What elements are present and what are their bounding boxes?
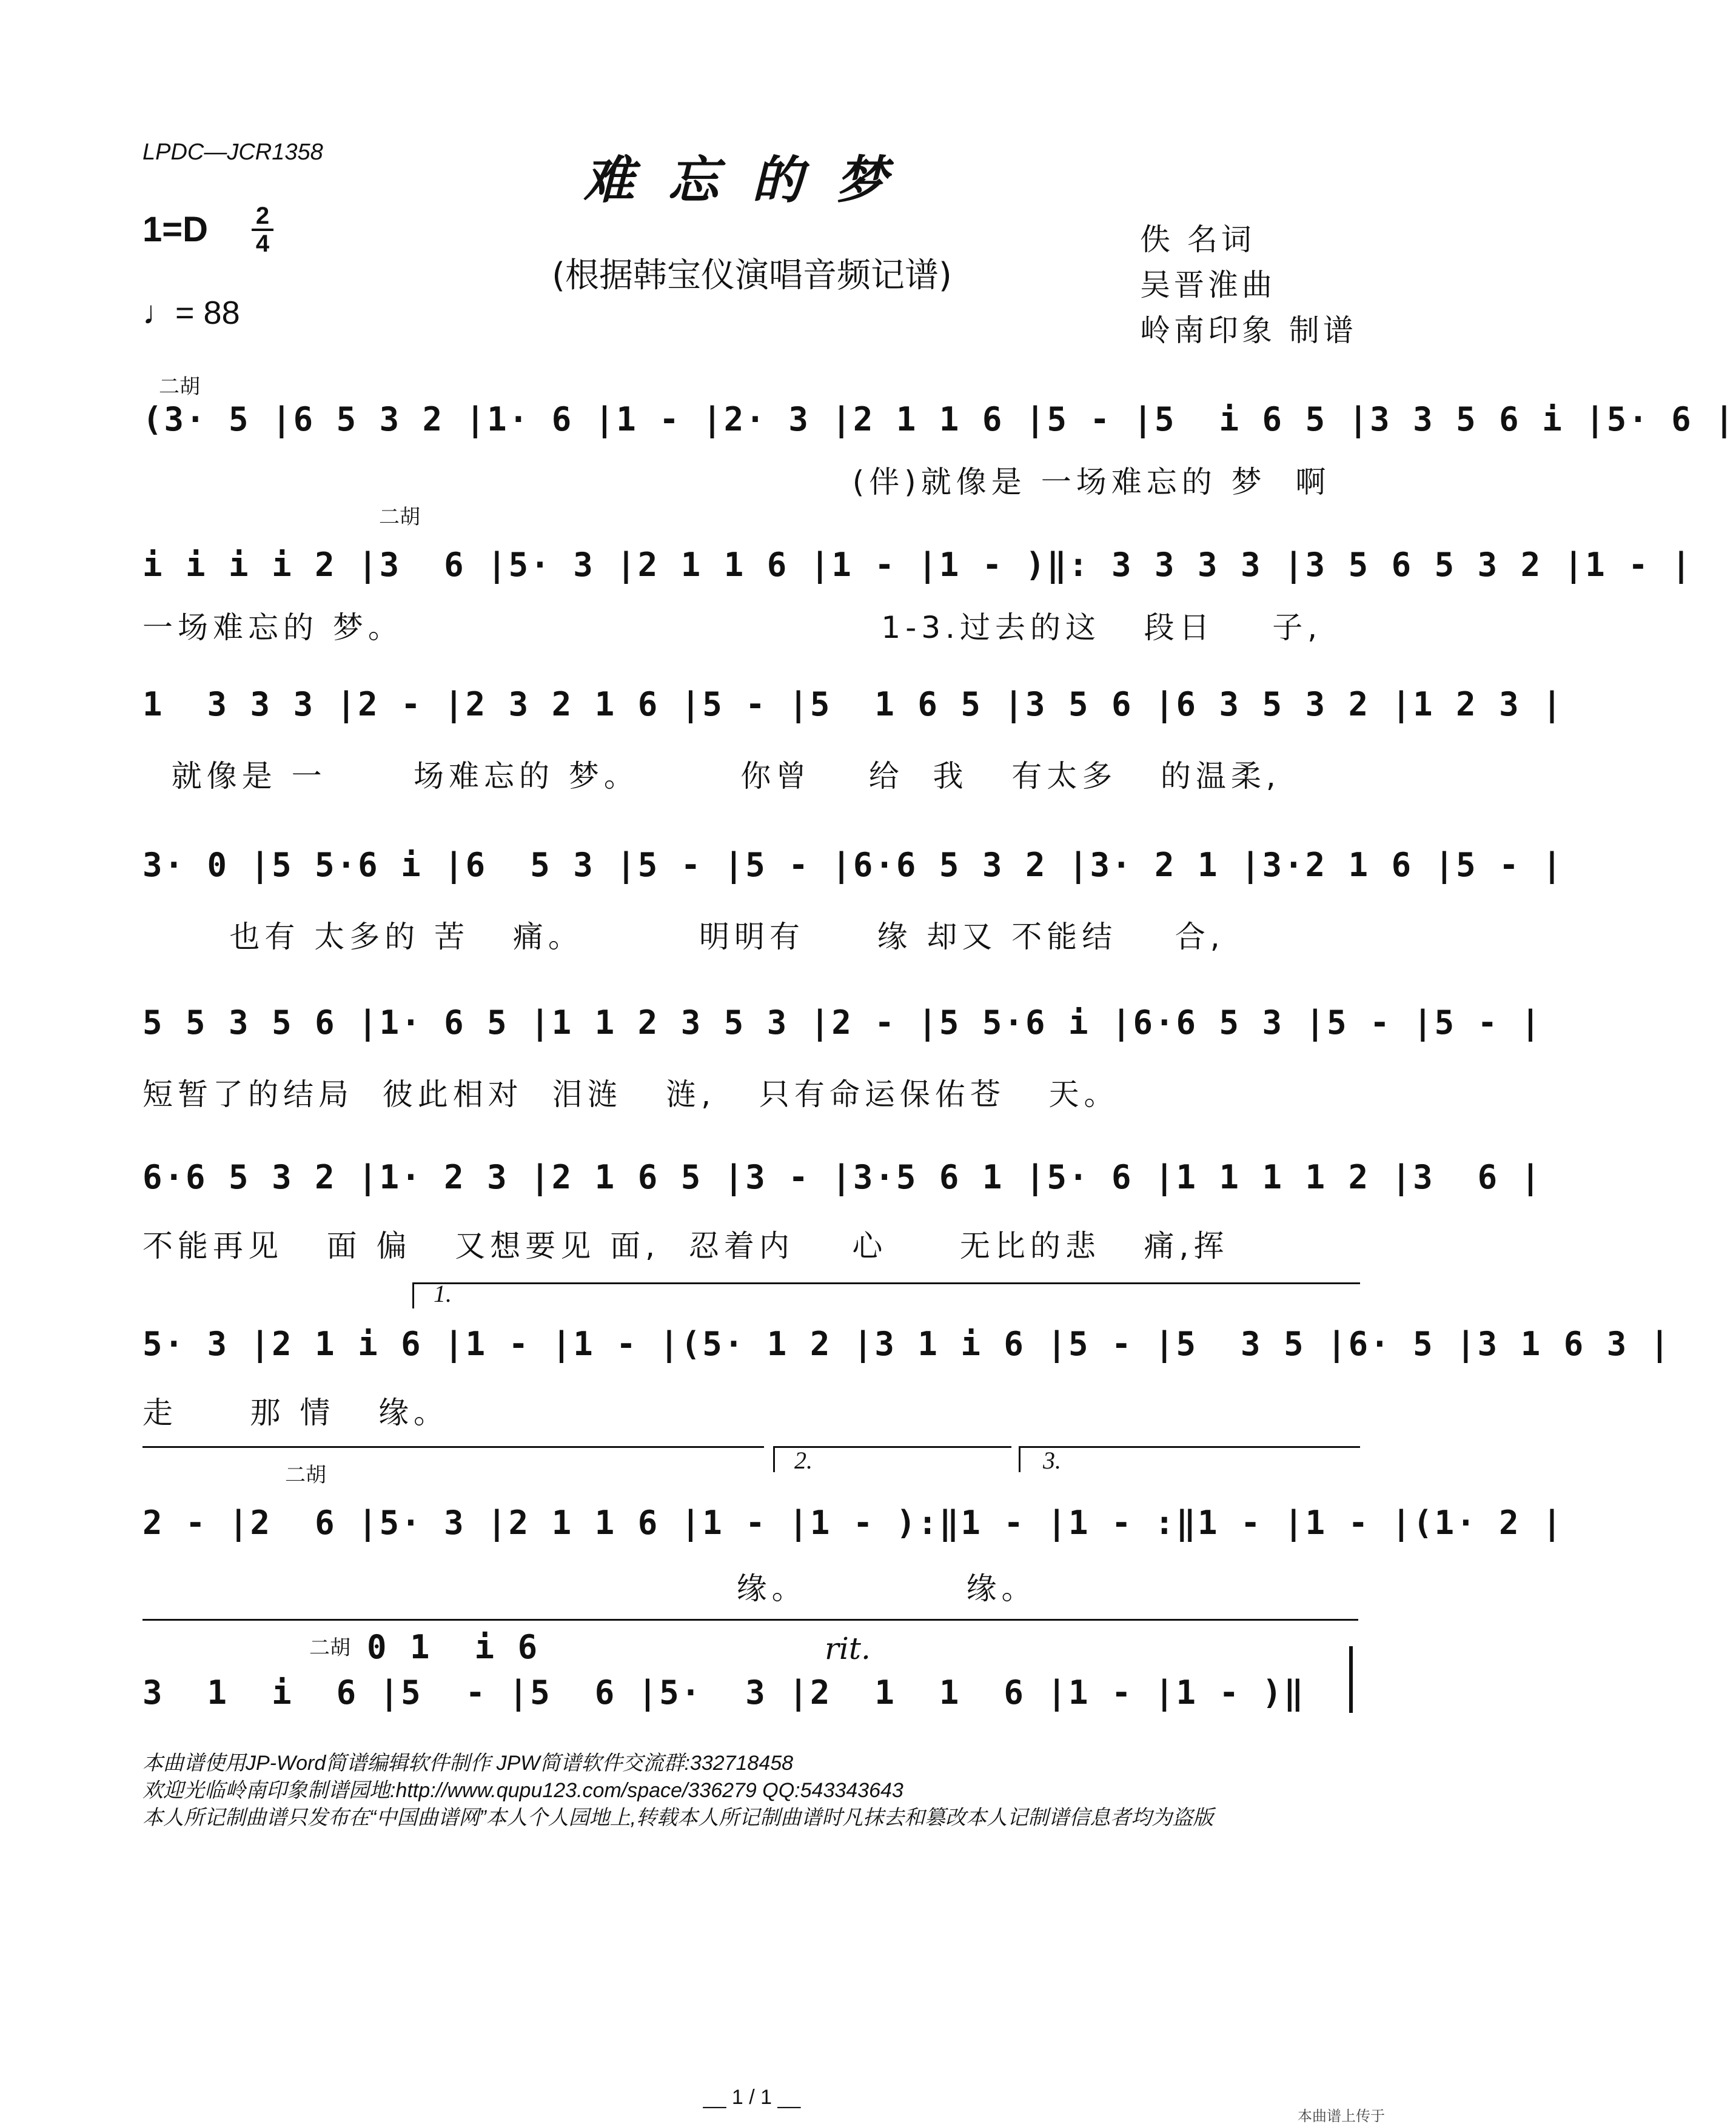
erhu-marking: 二胡 [285, 1463, 326, 1487]
page-number: __ 1 / 1 __ [703, 2086, 801, 2109]
key-signature: 1=D [142, 210, 209, 249]
erhu-marking: 二胡 [159, 375, 200, 399]
notation-line: 6·6 5 3 2 |1· 2 3 |2 1 6 5 |3 - |3·5 6 1 |5· 6 |1 1 1 1 2 |3 6 | [142, 1158, 1543, 1196]
lyrics-line: 缘。 缘。 [142, 1571, 1037, 1606]
notation-line: i i i i 2 |3 6 |5· 3 |2 1 1 6 |1 - |1 - )‖: 3 3 3 3 |3 5 6 5 3 2 |1 - | [142, 546, 1693, 584]
time-signature-top: 2 [255, 203, 270, 229]
lyrics-line: 走 那 情 缘。 [142, 1395, 449, 1430]
lyrics-line: (伴)就像是 一场难忘的 梦 啊 [142, 464, 1331, 500]
notation-line: 5 5 3 5 6 |1· 6 5 |1 1 2 3 5 3 |2 - |5 5·6 i |6·6 5 3 |5 - |5 - | [142, 1003, 1543, 1042]
notation-line: (3· 5 |6 5 3 2 |1· 6 |1 - |2· 3 |2 1 1 6 |5 - |5 i 6 5 |3 3 5 6 i |5· 6 | [142, 400, 1736, 438]
third-ending-number: 3. [1043, 1447, 1061, 1474]
subtitle: (根据韩宝仪演唱音频记谱) [552, 256, 952, 295]
first-ending-bracket [412, 1282, 1360, 1308]
transcriber-credit: 岭南印象 制谱 [1140, 313, 1357, 348]
erhu-marking: 二胡 [379, 505, 420, 529]
footer-copyright-note: 本人所记制曲谱只发布在“中国曲谱网”本人个人园地上,转载本人所记制曲谱时凡抹去和篡改本人记制谱信息者均为盗版 [142, 1806, 1214, 1829]
lyrics-line: 短暂了的结局 彼此相对 泪涟 涟, 只有命运保佑苍 天。 [142, 1077, 1119, 1112]
notation-line: 2 - |2 6 |5· 3 |2 1 1 6 |1 - |1 - ):‖1 - |1 - :‖1 - |1 - |(1· 2 | [142, 1504, 1564, 1542]
second-ending-number: 2. [794, 1447, 813, 1474]
composer-credit: 吴晋淮曲 [1140, 267, 1276, 303]
third-ending-bracket-continuation [142, 1619, 1358, 1621]
score-code: LPDC—JCR1358 [142, 139, 323, 165]
erhu-marking: 二胡 [309, 1636, 350, 1660]
footer-website-note: 欢迎光临岭南印象制谱园地:http://www.qupu123.com/space/336279 QQ:543343643 [142, 1779, 903, 1802]
lyrics-line: 一场难忘的 梦。 1-3.过去的这 段日 子, [142, 610, 1322, 645]
notation-line: 3 1 i 6 |5 - |5 6 |5· 3 |2 1 1 6 |1 - |1 - )‖ [142, 1673, 1305, 1712]
tempo-marking: ♩= 88 [142, 295, 240, 331]
notation-line: 5· 3 |2 1 i 6 |1 - |1 - |(5· 1 2 |3 1 i 6 |5 - |5 3 5 |6· 5 |3 1 6 3 | [142, 1325, 1672, 1363]
third-ending-bracket [1019, 1446, 1360, 1472]
lyrics-line: 就像是 一 场难忘的 梦。 你曾 给 我 有太多 的温柔, [142, 759, 1281, 794]
final-barline [1349, 1646, 1353, 1713]
grace-notes: 0 1 i 6 [367, 1628, 540, 1666]
footer-software-note: 本曲谱使用JP-Word简谱编辑软件制作 JPW简谱软件交流群:332718458 [142, 1752, 794, 1775]
time-signature-bottom: 4 [255, 230, 270, 257]
ritardando-marking: rit. [825, 1631, 871, 1666]
notation-line: 3· 0 |5 5·6 i |6 5 3 |5 - |5 - |6·6 5 3 2 |3· 2 1 |3·2 1 6 |5 - | [142, 846, 1564, 884]
lyricist-credit: 佚 名词 [1140, 222, 1255, 257]
notation-line: 1 3 3 3 |2 - |2 3 2 1 6 |5 - |5 1 6 5 |3 5 6 |6 3 5 3 2 |1 2 3 | [142, 685, 1564, 723]
lyrics-line: 也有 太多的 苦 痛。 明明有 缘 却又 不能结 合, [142, 919, 1225, 954]
lyrics-line: 不能再见 面 偏 又想要见 面, 忍着内 心 无比的悲 痛,挥 [142, 1228, 1229, 1264]
first-ending-bracket-continuation [142, 1446, 764, 1448]
watermark-logo: 本曲谱上传于 [1298, 2108, 1385, 2125]
page-title: 难忘的梦 [583, 150, 920, 210]
time-signature [252, 203, 273, 256]
first-ending-number: 1. [434, 1280, 452, 1307]
